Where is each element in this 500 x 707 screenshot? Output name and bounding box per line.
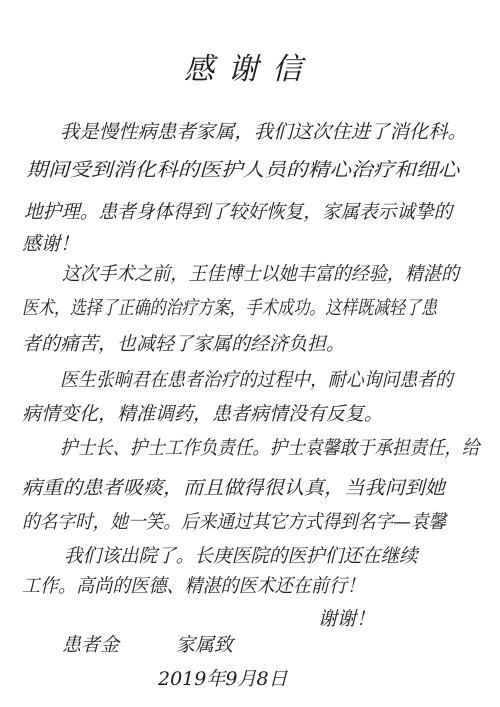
letter-line: 者的痛苦，也减轻了家属的经济负担。: [22, 333, 346, 355]
letter-date: 2019年9月8日: [158, 668, 288, 690]
letter-line: 感谢！: [22, 233, 80, 255]
letter-closing: 谢谢！: [318, 608, 376, 630]
signature-patient: 患者金: [62, 634, 120, 656]
letter-line: 期间受到消化科的医护人员的精心治疗和细心: [26, 159, 460, 181]
letter-line: 地护理。患者身体得到了较好恢复，家属表示诚挚的: [24, 201, 453, 223]
letter-line: 病情变化，精准调药，患者病情没有反复。: [22, 403, 384, 425]
letter-line: 医生张晌君在患者治疗的过程中，耐心询问患者的: [60, 369, 453, 391]
letter-line: 工作。高尚的医德、精湛的医术还在前行！: [22, 575, 365, 597]
letter-line: 这次手术之前，王佳博士以她丰富的经验，精湛的: [62, 263, 460, 285]
letter-line: 我们该出院了。长庚医院的医护们还在继续: [64, 545, 418, 567]
letter-line: 护士长、护士工作负责任。护士袁馨敢于承担责任，给: [60, 437, 480, 459]
letter-line: 病重的患者吸痰，而且做得很认真，当我问到她: [22, 477, 445, 499]
letter-line: 我是慢性病患者家属，我们这次住进了消化科。: [60, 121, 467, 143]
letter-line: 医术，选择了正确的治疗方案，手术成功。这样既减轻了患: [22, 297, 437, 319]
letter-title: 感谢信: [184, 52, 316, 87]
signature-family: 家属致: [176, 634, 234, 656]
letter-line: 的名字时，她一笑。后来通过其它方式得到名字—袁馨: [22, 511, 447, 533]
